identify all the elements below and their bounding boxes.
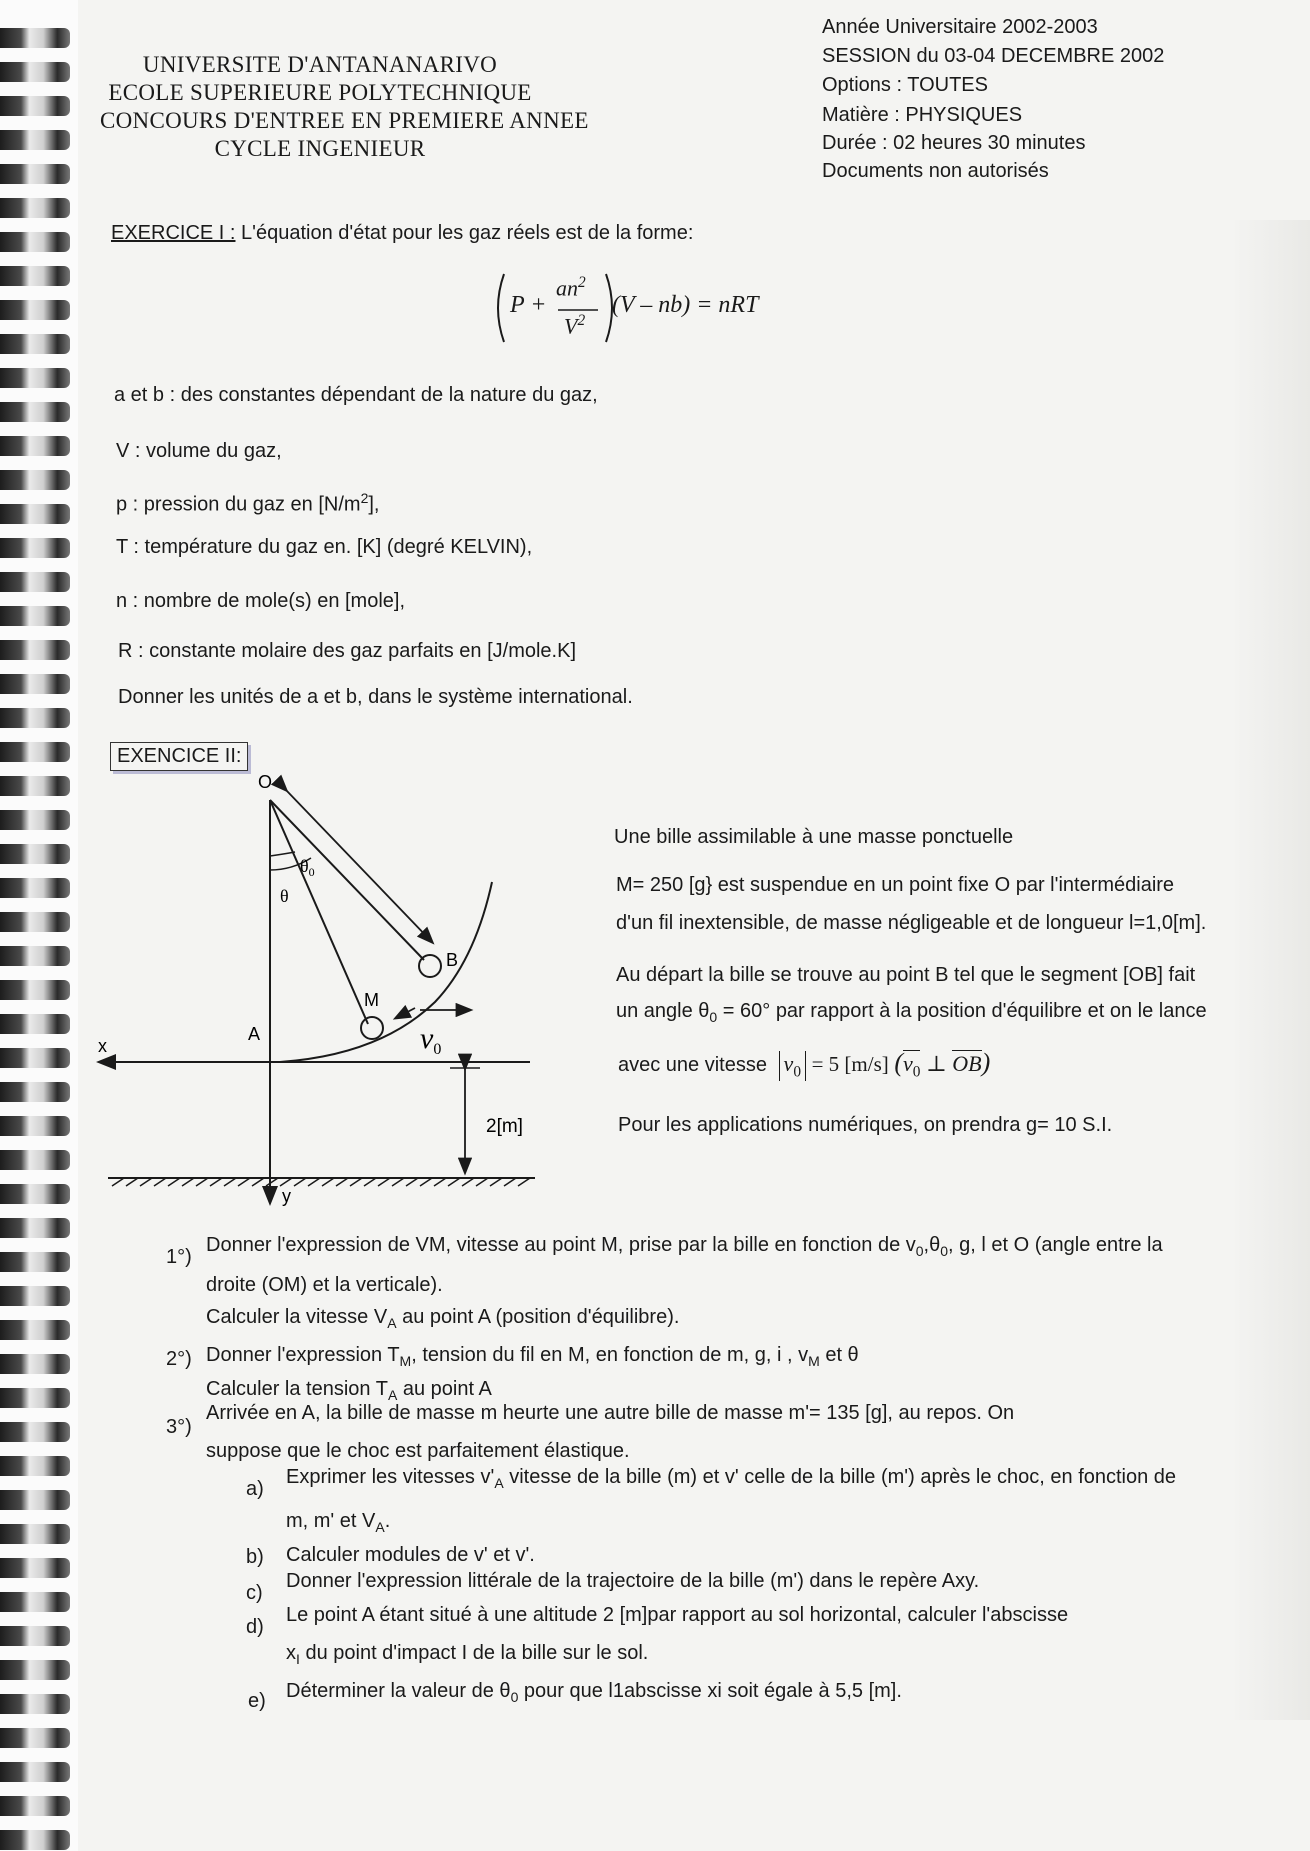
- binding-ring: [0, 368, 70, 388]
- binding-ring: [0, 1252, 70, 1272]
- subquestion-e-text: Déterminer la valeur de $\theta_0$ pour que l1abscisse xi soit égale à 5,5 [m].: [286, 1680, 902, 1705]
- exercise-1-question: Donner les unités de a et b, dans le système international.: [118, 686, 633, 708]
- binding-ring: [0, 538, 70, 558]
- page-edge-shadow: [1230, 220, 1310, 1720]
- statement-line-7: Pour les applications numériques, on prendra g= 10 S.I.: [618, 1114, 1113, 1136]
- question-3-number: 3°): [166, 1416, 192, 1438]
- label-b: B: [446, 950, 459, 970]
- question-2-line-1: Donner l'expression $T_M$, tension du fil en M, en fonction de m, g, i , $v_M$ et θ: [206, 1344, 859, 1369]
- label-theta: θ: [280, 886, 289, 906]
- binding-ring: [0, 470, 70, 490]
- binding-ring: [0, 130, 70, 150]
- binding-ring: [0, 1014, 70, 1034]
- exercise-1-heading: [111, 222, 693, 245]
- equation-numerator: $an^2$: [556, 274, 586, 301]
- equation-denominator: $V^2$: [564, 312, 586, 339]
- subject: Matière : PHYSIQUES: [822, 104, 1023, 126]
- binding-ring: [0, 1762, 70, 1782]
- label-theta0: $\theta_0$: [300, 856, 315, 879]
- options: Options : TOUTES: [822, 74, 988, 96]
- binding-ring: [0, 1796, 70, 1816]
- spiral-binding: [0, 0, 78, 1851]
- academic-year: Année Universitaire 2002-2003: [822, 16, 1098, 38]
- statement-line-1: Une bille assimilable à une masse ponctuelle: [614, 826, 1014, 848]
- session-date: SESSION du 03-04 DECEMBRE 2002: [822, 45, 1165, 67]
- label-y: y: [282, 1186, 291, 1206]
- binding-ring: [0, 198, 70, 218]
- binding-ring: [0, 572, 70, 592]
- binding-ring: [0, 1660, 70, 1680]
- subquestion-d-label: d): [246, 1616, 264, 1638]
- definition-t: T : température du gaz en. [K] (degré KELVIN),: [116, 536, 533, 558]
- binding-ring: [0, 980, 70, 1000]
- label-v0: $v_0$: [420, 1022, 442, 1058]
- binding-ring: [0, 1456, 70, 1476]
- documents-rule: Documents non autorisés: [822, 160, 1049, 182]
- binding-ring: [0, 1116, 70, 1136]
- binding-ring: [0, 1422, 70, 1442]
- question-3-line-2: suppose que le choc est parfaitement élastique.: [206, 1440, 630, 1462]
- question-2-line-2: Calculer la tension $T_A$ au point A: [206, 1378, 492, 1403]
- definition-n: n : nombre de mole(s) en [mole],: [116, 590, 406, 612]
- statement-line-3: d'un fil inextensible, de masse négligeable et de longueur l=1,0[m].: [616, 912, 1207, 934]
- exercise-1-intro: L'équation d'état pour les gaz réels est de la forme:: [241, 222, 694, 244]
- subquestion-a-line-2: m, m' et $V_A$.: [286, 1510, 391, 1535]
- binding-ring: [0, 300, 70, 320]
- binding-ring: [0, 504, 70, 524]
- binding-ring: [0, 62, 70, 82]
- binding-ring: [0, 402, 70, 422]
- binding-ring: [0, 1728, 70, 1748]
- label-o: O: [258, 772, 273, 792]
- subquestion-a-line-1: Exprimer les vitesses $v'_A$ vitesse de la bille (m) et v' celle de la bille (m') après le choc, en fonction de: [286, 1466, 1177, 1491]
- label-x: x: [98, 1036, 107, 1056]
- ground-hatching: [112, 1178, 530, 1186]
- exercise-2-title: EXENCICE II:: [110, 742, 248, 771]
- equation-p: P +: [510, 292, 547, 318]
- binding-ring: [0, 878, 70, 898]
- label-height: 2[m]: [486, 1116, 523, 1137]
- binding-ring: [0, 810, 70, 830]
- label-a: A: [248, 1024, 261, 1044]
- school-name: ECOLE SUPERIEURE POLYTECHNIQUE: [108, 80, 532, 105]
- binding-ring: [0, 1320, 70, 1340]
- binding-ring: [0, 1354, 70, 1374]
- equation-rest: (V – nb) = nRT: [612, 292, 759, 318]
- binding-ring: [0, 1184, 70, 1204]
- binding-ring: [0, 232, 70, 252]
- binding-ring: [0, 164, 70, 184]
- binding-ring: [0, 1048, 70, 1068]
- subquestion-b-label: b): [246, 1546, 264, 1568]
- subquestion-c-label: c): [246, 1582, 263, 1604]
- binding-ring: [0, 334, 70, 354]
- binding-ring: [0, 1524, 70, 1544]
- binding-ring: [0, 266, 70, 286]
- exercise-1-title: EXERCICE I :: [111, 222, 236, 244]
- question-2-number: 2°): [166, 1348, 192, 1370]
- definition-v: V : volume du gaz,: [116, 440, 282, 462]
- binding-ring: [0, 742, 70, 762]
- binding-ring: [0, 436, 70, 456]
- binding-ring: [0, 96, 70, 116]
- question-1-line-3: Calculer la vitesse $V_A$ au point A (position d'équilibre).: [206, 1306, 680, 1331]
- binding-ring: [0, 1626, 70, 1646]
- binding-ring: [0, 1286, 70, 1306]
- question-1-line-1: Donner l'expression de VM, vitesse au point M, prise par la bille en fonction de $v_0,\theta_0$, g, l et O (angle entre la: [206, 1234, 1163, 1259]
- binding-ring: [0, 674, 70, 694]
- trajectory-arc: [280, 882, 492, 1062]
- cycle-name: CYCLE INGENIEUR: [214, 136, 426, 161]
- university-name: UNIVERSITE D'ANTANANARIVO: [142, 52, 498, 77]
- subquestion-a-label: a): [246, 1478, 264, 1500]
- binding-ring: [0, 946, 70, 966]
- statement-line-6: avec une vitesse $v_0 = 5$ [m/s] ($v_0$ ⊥ OB): [618, 1048, 991, 1081]
- ball-b: [419, 955, 441, 977]
- binding-ring: [0, 1082, 70, 1102]
- label-m: M: [364, 990, 379, 1010]
- string-ob: [270, 800, 424, 960]
- question-1-line-2: droite (OM) et la verticale).: [206, 1274, 443, 1296]
- statement-line-4: Au départ la bille se trouve au point B tel que le segment [OB] fait: [616, 964, 1196, 986]
- binding-ring: [0, 1830, 70, 1850]
- statement-line-2: M= 250 [g} est suspendue en un point fixe O par l'intermédiaire: [616, 874, 1175, 896]
- subquestion-e-label: e): [248, 1690, 266, 1712]
- binding-ring: [0, 1694, 70, 1714]
- statement-line-5: un angle $\theta_0 = 60^\circ$ par rapport à la position d'équilibre et on le lance: [616, 1000, 1207, 1025]
- question-1-number: 1°): [166, 1246, 192, 1268]
- question-3-line-1: Arrivée en A, la bille de masse m heurte une autre bille de masse m'= 135 [g], au repos. On: [206, 1402, 1015, 1424]
- ball-m: [361, 1017, 383, 1039]
- duration: Durée : 02 heures 30 minutes: [822, 132, 1086, 154]
- binding-ring: [0, 1150, 70, 1170]
- definition-r: R : constante molaire des gaz parfaits en [J/mole.K]: [118, 640, 576, 662]
- binding-ring: [0, 1388, 70, 1408]
- definition-p: p : pression du gaz en $[N/m^2]$,: [116, 490, 380, 516]
- binding-ring: [0, 1592, 70, 1612]
- binding-ring: [0, 606, 70, 626]
- binding-ring: [0, 912, 70, 932]
- exam-name: CONCOURS D'ENTREE EN PREMIERE ANNEE: [100, 108, 589, 133]
- binding-ring: [0, 776, 70, 796]
- string-om: [270, 800, 368, 1024]
- subquestion-d-line-2: $x_I$ du point d'impact I de la bille sur le sol.: [286, 1642, 649, 1667]
- binding-ring: [0, 28, 70, 48]
- definition-a-b: a et b : des constantes dépendant de la nature du gaz,: [114, 384, 598, 406]
- pendulum-figure: [90, 770, 550, 1220]
- binding-ring: [0, 708, 70, 728]
- subquestion-c-text: Donner l'expression littérale de la trajectoire de la bille (m') dans le repère Axy.: [286, 1570, 980, 1592]
- binding-ring: [0, 1558, 70, 1578]
- binding-ring: [0, 640, 70, 660]
- subquestion-d-line-1: Le point A étant situé à une altitude 2 [m]par rapport au sol horizontal, calculer l'abscisse: [286, 1604, 1069, 1626]
- subquestion-b-text: Calculer modules de v' et v'.: [286, 1544, 535, 1566]
- binding-ring: [0, 1218, 70, 1238]
- binding-ring: [0, 844, 70, 864]
- binding-ring: [0, 1490, 70, 1510]
